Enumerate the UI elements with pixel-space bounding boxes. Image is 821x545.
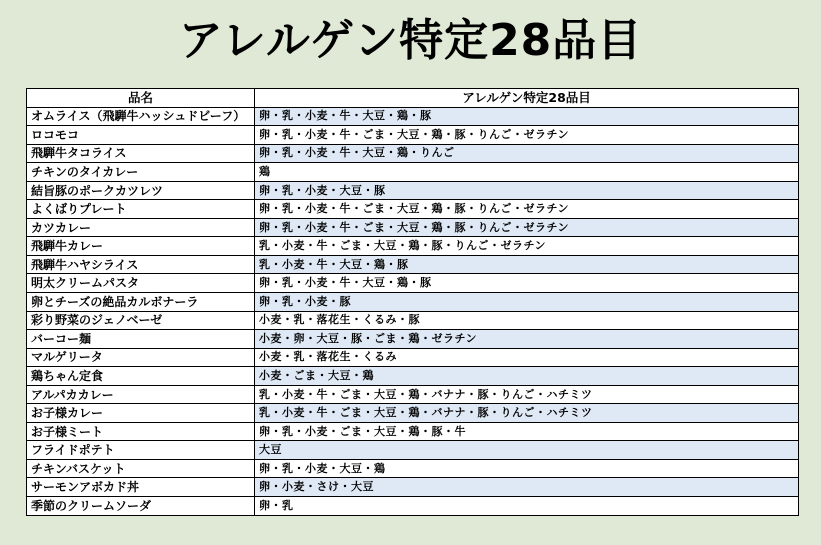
menu-item-name: カツカレー <box>27 218 255 237</box>
menu-item-allergens: 卵・乳・小麦・牛・大豆・鶏・豚 <box>255 274 799 293</box>
table-row <box>27 255 799 274</box>
table-row <box>27 107 799 126</box>
menu-item-name: 飛騨牛カレー <box>27 237 255 256</box>
menu-item-name: サーモンアボカド丼 <box>27 478 255 497</box>
menu-item-allergens: 鶏 <box>255 163 799 182</box>
menu-item-allergens: 乳・小麦・牛・大豆・鶏・豚 <box>255 255 799 274</box>
table-row <box>27 126 799 145</box>
menu-item-name: チキンのタイカレー <box>27 163 255 182</box>
menu-item-name: バーコー麺 <box>27 330 255 349</box>
menu-item-allergens: 大豆 <box>255 441 799 460</box>
table-row <box>27 200 799 219</box>
menu-item-allergens: 卵・乳・小麦・牛・大豆・鶏・豚 <box>255 107 799 126</box>
menu-item-allergens: 小麦・卵・大豆・豚・ごま・鶏・ゼラチン <box>255 330 799 349</box>
menu-item-allergens: 小麦・乳・落花生・くるみ・豚 <box>255 311 799 330</box>
menu-item-allergens: 卵・乳・小麦・豚 <box>255 293 799 312</box>
table-row <box>27 385 799 404</box>
table-body <box>27 107 799 515</box>
table-row <box>27 311 799 330</box>
menu-item-name: お子様ミート <box>27 422 255 441</box>
allergen-table <box>26 88 799 516</box>
table-row <box>27 422 799 441</box>
page-title: アレルゲン特定28品目 <box>178 15 643 66</box>
menu-item-allergens: 小麦・乳・落花生・くるみ <box>255 348 799 367</box>
menu-item-name: よくばりプレート <box>27 200 255 219</box>
menu-item-name: アルパカカレー <box>27 385 255 404</box>
menu-item-allergens: 卵・乳・小麦・ごま・大豆・鶏・豚・牛 <box>255 422 799 441</box>
menu-item-allergens: 卵・乳 <box>255 497 799 516</box>
header-allergens: アレルゲン特定28品目 <box>255 89 799 108</box>
menu-item-allergens: 乳・小麦・牛・ごま・大豆・鶏・バナナ・豚・りんご・ハチミツ <box>255 404 799 423</box>
table-row <box>27 348 799 367</box>
allergen-table-container <box>26 88 798 516</box>
table-row <box>27 367 799 386</box>
menu-item-allergens: 乳・小麦・牛・ごま・大豆・鶏・バナナ・豚・りんご・ハチミツ <box>255 385 799 404</box>
menu-item-name: 明太クリームパスタ <box>27 274 255 293</box>
menu-item-name: オムライス（飛騨牛ハッシュドビーフ） <box>27 107 255 126</box>
menu-item-name: 卵とチーズの絶品カルボナーラ <box>27 293 255 312</box>
table-row <box>27 274 799 293</box>
menu-item-name: フライドポテト <box>27 441 255 460</box>
menu-item-allergens: 卵・小麦・さけ・大豆 <box>255 478 799 497</box>
table-row <box>27 478 799 497</box>
menu-item-allergens: 卵・乳・小麦・牛・ごま・大豆・鶏・豚・りんご・ゼラチン <box>255 126 799 145</box>
menu-item-allergens: 卵・乳・小麦・牛・ごま・大豆・鶏・豚・りんご・ゼラチン <box>255 218 799 237</box>
table-row <box>27 497 799 516</box>
menu-item-allergens: 卵・乳・小麦・大豆・豚 <box>255 181 799 200</box>
menu-item-name: 結旨豚のポークカツレツ <box>27 181 255 200</box>
table-row <box>27 144 799 163</box>
menu-item-name: お子様カレー <box>27 404 255 423</box>
menu-item-name: 彩り野菜のジェノベーゼ <box>27 311 255 330</box>
table-header-row <box>27 89 799 108</box>
menu-item-allergens: 乳・小麦・牛・ごま・大豆・鶏・豚・りんご・ゼラチン <box>255 237 799 256</box>
table-row <box>27 330 799 349</box>
menu-item-allergens: 小麦・ごま・大豆・鶏 <box>255 367 799 386</box>
menu-item-name: 鶏ちゃん定食 <box>27 367 255 386</box>
table-row <box>27 441 799 460</box>
menu-item-name: マルゲリータ <box>27 348 255 367</box>
table-row <box>27 218 799 237</box>
table-row <box>27 293 799 312</box>
table-row <box>27 163 799 182</box>
table-row <box>27 459 799 478</box>
table-row <box>27 404 799 423</box>
menu-item-name: 季節のクリームソーダ <box>27 497 255 516</box>
table-row <box>27 237 799 256</box>
menu-item-name: 飛騨牛タコライス <box>27 144 255 163</box>
header-item-name: 品名 <box>27 89 255 108</box>
table-row <box>27 181 799 200</box>
menu-item-allergens: 卵・乳・小麦・牛・大豆・鶏・りんご <box>255 144 799 163</box>
menu-item-name: ロコモコ <box>27 126 255 145</box>
menu-item-name: 飛騨牛ハヤシライス <box>27 255 255 274</box>
menu-item-allergens: 卵・乳・小麦・大豆・鶏 <box>255 459 799 478</box>
menu-item-allergens: 卵・乳・小麦・牛・ごま・大豆・鶏・豚・りんご・ゼラチン <box>255 200 799 219</box>
menu-item-name: チキンバスケット <box>27 459 255 478</box>
